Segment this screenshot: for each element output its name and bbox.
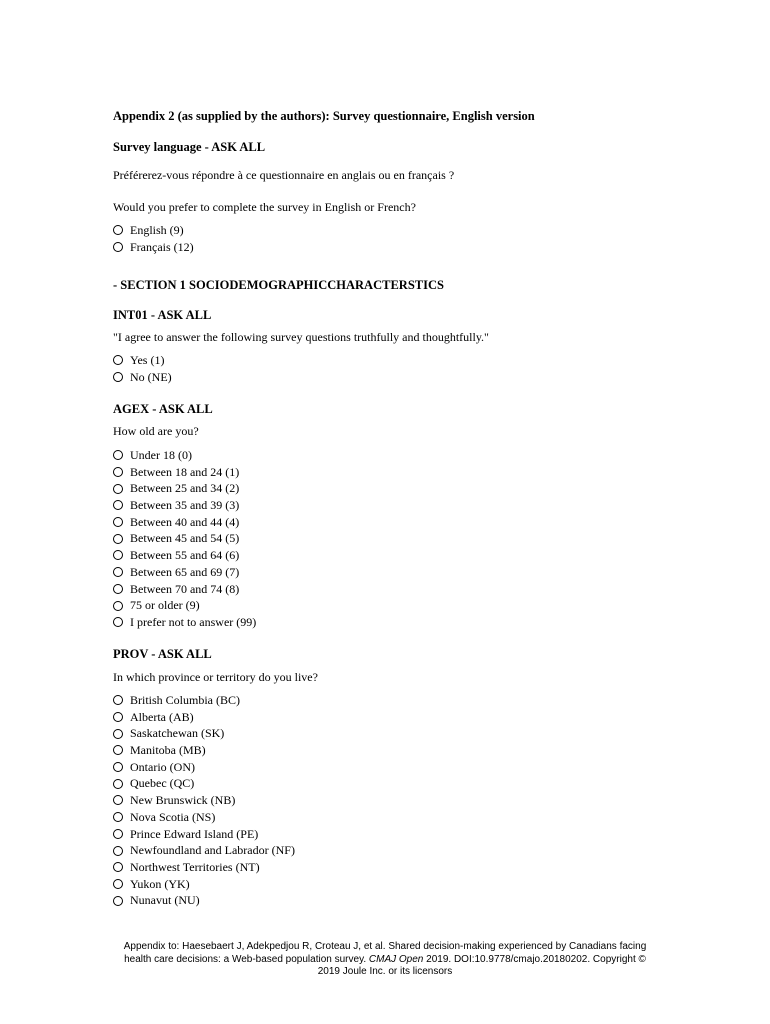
option-item[interactable]: [113, 892, 295, 909]
option-label: Between 40 and 44 (4): [130, 514, 240, 529]
footer-line-2-pre: health care decisions: a Web-based population survey.: [124, 953, 369, 965]
option-item[interactable]: [113, 775, 295, 792]
radio-button-icon[interactable]: [113, 829, 123, 839]
radio-button-icon[interactable]: [113, 242, 123, 252]
option-item[interactable]: [113, 497, 256, 514]
survey-language-question-en: Would you prefer to complete the survey in English or French?: [113, 200, 416, 214]
option-label: Between 70 and 74 (8): [130, 581, 240, 596]
option-label: Manitoba (MB): [130, 743, 206, 758]
prov-heading: PROV - ASK ALL: [113, 647, 212, 661]
option-item[interactable]: [113, 692, 295, 709]
footer-line-1: Appendix to: Haesebaert J, Adekpedjou R, Croteau J, et al. Shared decision-making experienced by Canadians facing: [123, 941, 647, 952]
footer-journal: CMAJ Open: [368, 953, 424, 965]
option-label: Yukon (YK): [130, 876, 190, 891]
radio-button-icon[interactable]: [113, 879, 123, 889]
int01-question: "I agree to answer the following survey questions truthfully and thoughtfully.": [113, 330, 489, 344]
radio-button-icon[interactable]: [113, 745, 123, 755]
option-item[interactable]: [113, 464, 256, 481]
prov-options: [113, 692, 295, 909]
option-item[interactable]: [113, 826, 295, 843]
option-item[interactable]: [113, 759, 295, 776]
section-1-heading: - SECTION 1 SOCIODEMOGRAPHICCHARACTERSTICS: [113, 278, 444, 292]
option-item[interactable]: [113, 581, 256, 598]
option-label: Between 55 and 64 (6): [130, 548, 240, 563]
option-item[interactable]: [113, 239, 194, 256]
radio-button-icon[interactable]: [113, 225, 123, 235]
footer-line-2: [0, 954, 770, 967]
option-item[interactable]: [113, 547, 256, 564]
prov-question: In which province or territory do you live?: [113, 670, 318, 684]
option-label: Alberta (AB): [130, 709, 194, 724]
option-label: Français (12): [130, 239, 194, 254]
option-item[interactable]: [113, 709, 295, 726]
option-item[interactable]: [113, 530, 256, 547]
agex-question: How old are you?: [113, 424, 199, 438]
option-item[interactable]: [113, 480, 256, 497]
int01-options: [113, 352, 172, 385]
radio-button-icon[interactable]: [113, 372, 123, 382]
option-item[interactable]: [113, 792, 295, 809]
radio-button-icon[interactable]: [113, 517, 123, 527]
radio-button-icon[interactable]: [113, 567, 123, 577]
option-label: New Brunswick (NB): [130, 793, 236, 808]
radio-button-icon[interactable]: [113, 584, 123, 594]
survey-language-question-fr: Préférerez-vous répondre à ce questionnaire en anglais ou en français ?: [113, 168, 455, 182]
option-item[interactable]: [113, 842, 295, 859]
option-label: Nunavut (NU): [130, 893, 200, 908]
option-item[interactable]: [113, 447, 256, 464]
radio-button-icon[interactable]: [113, 762, 123, 772]
option-item[interactable]: [113, 514, 256, 531]
option-label: Between 65 and 69 (7): [130, 564, 240, 579]
radio-button-icon[interactable]: [113, 500, 123, 510]
radio-button-icon[interactable]: [113, 862, 123, 872]
option-label: English (9): [130, 223, 184, 237]
agex-heading: AGEX - ASK ALL: [113, 402, 213, 416]
option-label: Yes (1): [130, 353, 165, 367]
agex-options: [113, 447, 256, 631]
radio-button-icon[interactable]: [113, 450, 123, 460]
option-label: Between 35 and 39 (3): [130, 498, 240, 513]
option-label: Newfoundland and Labrador (NF): [130, 843, 295, 858]
radio-button-icon[interactable]: [113, 484, 123, 494]
option-label: Saskatchewan (SK): [130, 726, 225, 741]
option-item[interactable]: [113, 564, 256, 581]
survey-language-heading: Survey language - ASK ALL: [113, 140, 266, 154]
option-item[interactable]: [113, 809, 295, 826]
option-label: Quebec (QC): [130, 776, 195, 791]
option-item[interactable]: [113, 222, 194, 239]
radio-button-icon[interactable]: [113, 795, 123, 805]
radio-button-icon[interactable]: [113, 896, 123, 906]
int01-heading: INT01 - ASK ALL: [113, 308, 212, 322]
radio-button-icon[interactable]: [113, 779, 123, 789]
option-item[interactable]: [113, 876, 295, 893]
radio-button-icon[interactable]: [113, 467, 123, 477]
radio-button-icon[interactable]: [113, 355, 123, 365]
radio-button-icon[interactable]: [113, 812, 123, 822]
radio-button-icon[interactable]: [113, 695, 123, 705]
option-label: I prefer not to answer (99): [130, 614, 257, 629]
radio-button-icon[interactable]: [113, 534, 123, 544]
option-label: Northwest Territories (NT): [130, 859, 260, 874]
page-title: Appendix 2 (as supplied by the authors): Survey questionnaire, English version: [113, 109, 535, 123]
option-item[interactable]: [113, 725, 295, 742]
option-label: Nova Scotia (NS): [130, 809, 216, 824]
option-label: British Columbia (BC): [130, 693, 241, 707]
option-label: Ontario (ON): [130, 759, 195, 774]
radio-button-icon[interactable]: [113, 712, 123, 722]
option-item[interactable]: [113, 352, 172, 369]
option-label: 75 or older (9): [130, 598, 200, 613]
option-label: No (NE): [130, 369, 172, 384]
option-item[interactable]: [113, 614, 256, 631]
option-item[interactable]: [113, 742, 295, 759]
option-label: Between 45 and 54 (5): [130, 531, 240, 546]
option-label: Between 25 and 34 (2): [130, 481, 240, 496]
option-label: Under 18 (0): [130, 448, 192, 462]
radio-button-icon[interactable]: [113, 601, 123, 611]
radio-button-icon[interactable]: [113, 550, 123, 560]
radio-button-icon[interactable]: [113, 617, 123, 627]
footer-line-2-post: 2019. DOI:10.9778/cmajo.20180202. Copyright ©: [423, 953, 646, 965]
option-item[interactable]: [113, 859, 295, 876]
option-item[interactable]: [113, 597, 256, 614]
survey-language-options: [113, 222, 194, 255]
option-label: Prince Edward Island (PE): [130, 826, 259, 841]
option-item[interactable]: [113, 369, 172, 386]
page-footer: [0, 941, 770, 979]
radio-button-icon[interactable]: [113, 846, 123, 856]
radio-button-icon[interactable]: [113, 729, 123, 739]
footer-line-3: 2019 Joule Inc. or its licensors: [317, 966, 453, 977]
option-label: Between 18 and 24 (1): [130, 464, 240, 479]
